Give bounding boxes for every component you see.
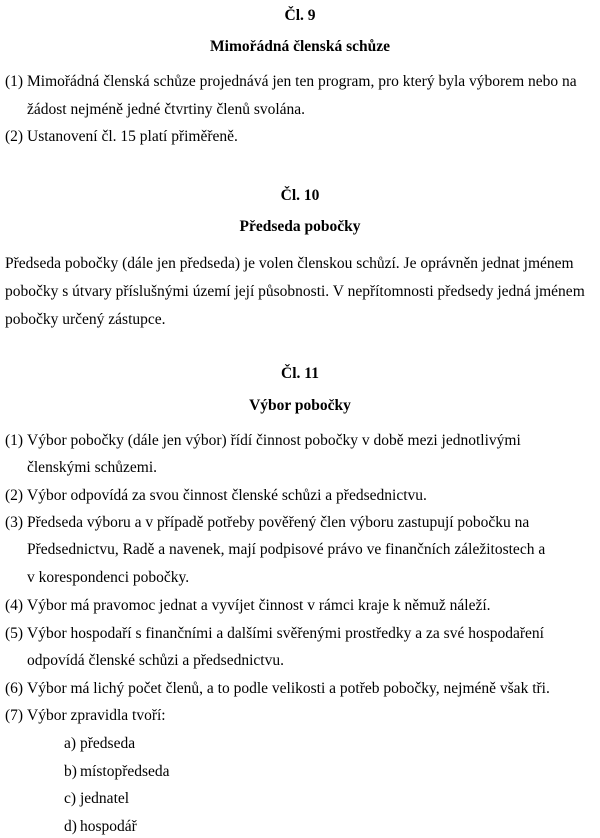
article-10-title: Předseda pobočky bbox=[239, 218, 361, 235]
item-label: (2) bbox=[5, 487, 24, 504]
item-text: Mimořádná členská schůze projednává jen ten program, pro který byla výborem nebo na bbox=[27, 73, 577, 90]
article-10-number: Čl. 10 bbox=[280, 187, 320, 204]
item-label: (7) bbox=[5, 707, 24, 724]
article-11-item-3-cont: v korespondenci pobočky. bbox=[27, 569, 190, 586]
article-11-title: Výbor pobočky bbox=[249, 397, 351, 414]
item-label: (6) bbox=[5, 680, 24, 697]
article-11-item-1-cont: členskými schůzemi. bbox=[27, 459, 157, 476]
sub-item-label: b) bbox=[64, 763, 77, 780]
item-label: (5) bbox=[5, 625, 24, 642]
article-10-paragraph-line: pobočky s útvary příslušnými území její působnosti. V nepřítomnosti předsedy jedná jménem bbox=[5, 283, 585, 300]
item-text: Výbor pobočky (dále jen výbor) řídí činnost pobočky v době mezi jednotlivými bbox=[27, 432, 521, 449]
article-9-title: Mimořádná členská schůze bbox=[210, 38, 390, 55]
article-10-paragraph-line: Předseda pobočky (dále jen předseda) je volen členskou schůzí. Je oprávněn jednat jménem bbox=[5, 255, 574, 272]
sub-item-label: d) bbox=[64, 818, 77, 835]
item-text: Výbor má lichý počet členů, a to podle velikosti a potřeb pobočky, nejméně však tři. bbox=[27, 680, 550, 697]
sub-item-text: předseda bbox=[80, 735, 136, 752]
article-11-number: Čl. 11 bbox=[281, 365, 319, 382]
item-text: Výbor odpovídá za svou činnost členské schůzi a předsednictvu. bbox=[27, 487, 427, 504]
item-text: Výbor zpravidla tvoří: bbox=[27, 707, 166, 724]
item-label: (4) bbox=[5, 597, 24, 614]
item-text: Předseda výboru a v případě potřeby pověřený člen výboru zastupují pobočku na bbox=[27, 514, 530, 531]
article-10-paragraph-line: pobočky určený zástupce. bbox=[5, 311, 166, 328]
sub-item-text: hospodář bbox=[80, 818, 137, 835]
item-text: Výbor má pravomoc jednat a vyvíjet činnost v rámci kraje k němuž náleží. bbox=[27, 597, 491, 614]
article-9-item-1-cont: žádost nejméně jedné čtvrtiny členů svolána. bbox=[27, 101, 306, 118]
item-text: Výbor hospodaří s finančními a dalšími svěřenými prostředky a za své hospodaření bbox=[27, 625, 544, 642]
item-label: (3) bbox=[5, 514, 24, 531]
item-label: (1) bbox=[5, 432, 24, 449]
item-label: (1) bbox=[5, 73, 24, 90]
item-label: (2) bbox=[5, 128, 24, 145]
sub-item-text: jednatel bbox=[80, 790, 130, 807]
article-11-item-5-cont: odpovídá členské schůzi a předsednictvu. bbox=[27, 652, 284, 669]
article-9-number: Čl. 9 bbox=[284, 7, 316, 24]
item-text: Ustanovení čl. 15 platí přiměřeně. bbox=[27, 128, 238, 145]
sub-item-label: c) bbox=[64, 790, 77, 807]
sub-item-text: místopředseda bbox=[80, 763, 170, 780]
article-11-item-3-cont: Předsednictvu, Radě a navenek, mají podpisové právo ve finančních záležitostech a bbox=[27, 541, 546, 558]
sub-item-label: a) bbox=[64, 735, 77, 752]
